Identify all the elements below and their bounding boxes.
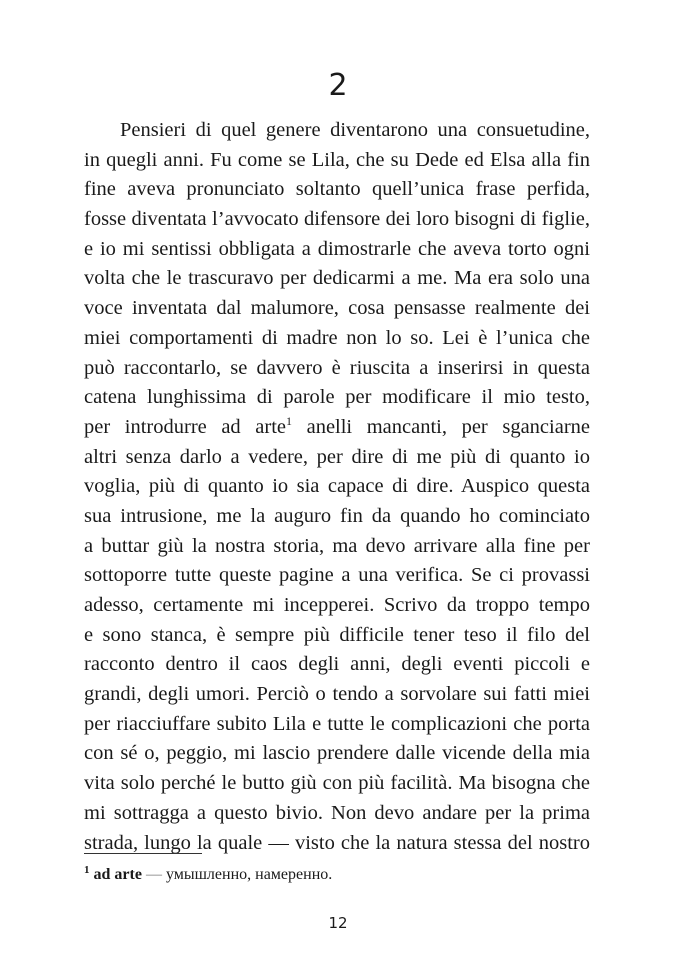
- text-line: e sono stanca, è sempre più difficile tener teso il filo del: [84, 623, 590, 646]
- text-line: catena lunghissima di parole per modificare il mio testo,: [84, 386, 590, 409]
- text-line: può raccontarlo, se davvero è riuscita a inserirsi in questa: [84, 356, 590, 379]
- text-line: vita solo perché le butto giù con più facilità. Ma bisogna che: [84, 772, 590, 795]
- footnote-translation: умышленно, намеренно.: [165, 866, 333, 883]
- footnote-marker: 1: [84, 864, 90, 876]
- text-line: miei comportamenti di madre non lo so. Lei è l’unica che: [84, 326, 590, 349]
- text-line: in quegli anni. Fu come se Lila, che su Dede ed Elsa alla fin: [84, 148, 590, 171]
- text-line: voce inventata dal malumore, cosa pensasse realmente dei: [84, 297, 590, 320]
- footnote-divider: [84, 853, 202, 854]
- text-line: sua intrusione, me la auguro fin da quando ho cominciato: [84, 504, 590, 527]
- text-line: strada, lungo la quale — visto che la natura stessa del nostro: [84, 831, 590, 854]
- footnote-dash: —: [141, 866, 166, 883]
- text-line: racconto dentro il caos degli anni, degli eventi piccoli e: [84, 653, 590, 676]
- text-line: sottoporre tutte queste pagine a una verifica. Se ci provassi: [84, 564, 590, 587]
- text-line: con sé o, peggio, mi lascio prendere dalle vicende della mia: [84, 742, 590, 765]
- footnote-ref: 1: [286, 413, 292, 428]
- text-line: volta che le trascuravo per dedicarmi a me. Ma era solo una: [84, 267, 590, 290]
- body-paragraph: [84, 116, 590, 858]
- text-line: a buttar giù la nostra storia, ma devo arrivare alla fine per: [84, 534, 590, 557]
- text-line: voglia, più di quanto io sia capace di dire. Auspico questa: [84, 475, 590, 498]
- page-number: 12: [328, 914, 348, 932]
- text-line: adesso, certamente mi incepperei. Scrivo da troppo tempo: [84, 594, 590, 616]
- footnote: [84, 864, 332, 886]
- footnote-term: ad arte: [93, 866, 142, 883]
- text-line: mi sottragga a questo bivio. Non devo andare per la prima: [84, 801, 590, 824]
- text-line-with-footnote: [84, 413, 590, 443]
- text-line: altri senza darlo a vedere, per dire di me più di quanto io: [84, 445, 590, 468]
- text-line: Pensieri di quel genere diventarono una consuetudine,: [120, 119, 590, 141]
- chapter-number: 2: [328, 68, 348, 103]
- text-fragment: per introdurre ad arte: [84, 415, 286, 438]
- text-line: fine aveva pronunciato soltanto quell’unica frase perfida,: [84, 178, 590, 201]
- text-line: e io mi sentissi obbligata a dimostrarle che aveva torto ogni: [84, 237, 590, 260]
- text-line: fosse diventata l’avvocato difensore dei loro bisogni di figlie,: [84, 208, 590, 231]
- text-line: grandi, degli umori. Perciò o tendo a sorvolare sui fatti miei: [84, 683, 590, 706]
- text-fragment: anelli mancanti, per sganciarne: [292, 415, 590, 438]
- text-line: per riacciuffare subito Lila e tutte le complicazioni che porta: [84, 712, 590, 735]
